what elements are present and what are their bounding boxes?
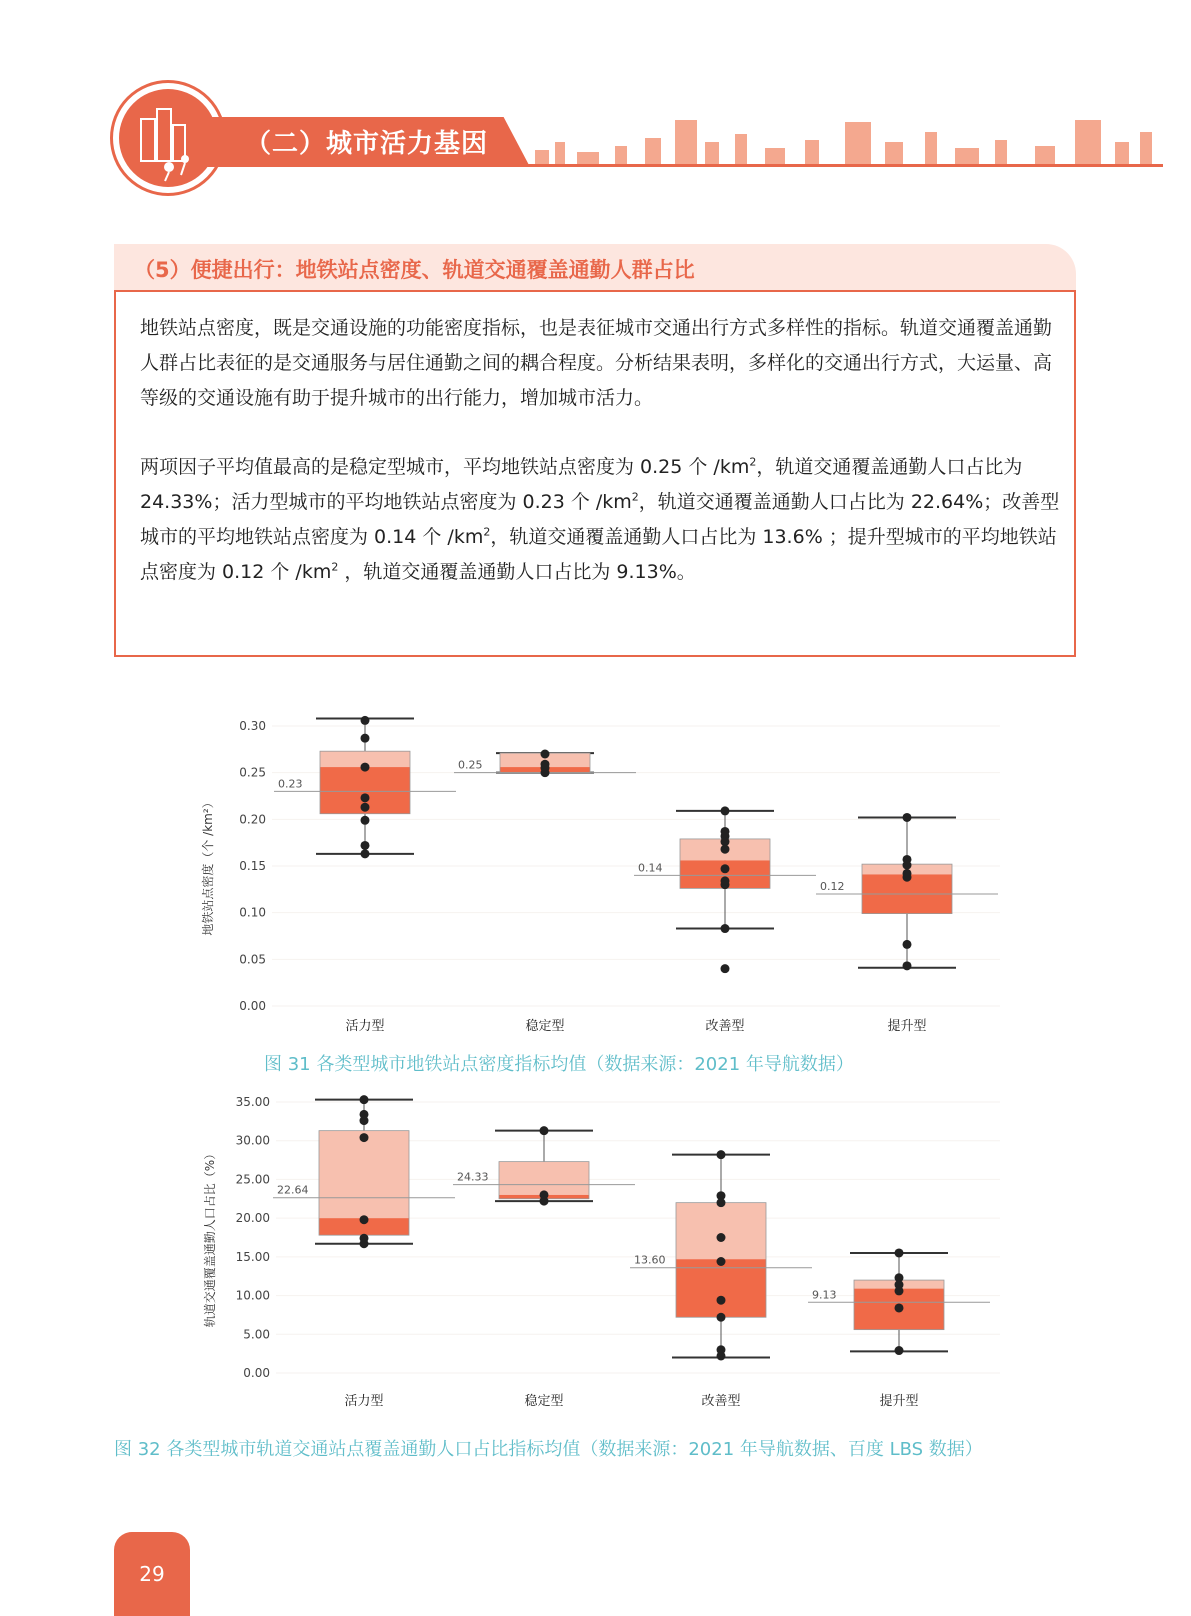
- data-point: [903, 873, 912, 882]
- data-point: [361, 763, 370, 772]
- box-upper-活力型: [319, 1131, 409, 1218]
- y-tick-label: 0.05: [239, 952, 266, 967]
- y-tick-label: 10.00: [235, 1288, 270, 1303]
- category-label: 稳定型: [525, 1019, 565, 1034]
- y-axis-label: 地铁站点密度（个 /km²）: [201, 796, 215, 936]
- data-point: [360, 1215, 369, 1224]
- data-point: [721, 880, 730, 889]
- data-point: [540, 1197, 549, 1206]
- data-point: [360, 1095, 369, 1104]
- data-point: [903, 861, 912, 870]
- chapter-title: （二）城市活力基因: [245, 129, 489, 159]
- y-tick-label: 25.00: [235, 1172, 270, 1187]
- data-point: [721, 845, 730, 854]
- category-label: 改善型: [705, 1019, 745, 1034]
- data-point: [721, 806, 730, 815]
- data-point: [541, 768, 550, 777]
- data-point: [361, 716, 370, 725]
- mean-label: 0.25: [458, 758, 483, 772]
- y-tick-label: 0.20: [239, 812, 266, 827]
- y-tick-label: 0.15: [239, 859, 266, 873]
- category-label: 活力型: [344, 1394, 384, 1409]
- data-point: [360, 1239, 369, 1248]
- y-tick-label: 30.00: [235, 1133, 270, 1148]
- mean-label: 22.64: [277, 1183, 309, 1197]
- y-tick-label: 0.30: [239, 719, 266, 733]
- data-point: [721, 964, 730, 973]
- y-tick-label: 5.00: [243, 1327, 270, 1342]
- y-tick-label: 0.00: [243, 1366, 270, 1380]
- data-point: [360, 1133, 369, 1142]
- data-point: [721, 924, 730, 933]
- subway-density-box-chart: [200, 705, 1020, 1045]
- figure-32-caption: 图 32 各类型城市轨道交通站点覆盖通勤人口占比指标均值（数据来源：2021 年导航数据、百度 LBS 数据）: [114, 1439, 983, 1460]
- data-point: [721, 864, 730, 873]
- category-label: 提升型: [879, 1394, 919, 1409]
- y-axis-label: 轨道交通覆盖通勤人口占比（%）: [203, 1147, 217, 1328]
- y-tick-label: 15.00: [235, 1249, 270, 1264]
- y-tick-label: 35.00: [235, 1095, 270, 1109]
- data-point: [895, 1346, 904, 1355]
- data-point: [895, 1248, 904, 1257]
- data-point: [717, 1257, 726, 1266]
- y-tick-label: 0.25: [239, 765, 266, 780]
- mean-label: 13.60: [634, 1253, 666, 1267]
- data-point: [717, 1233, 726, 1242]
- category-label: 稳定型: [524, 1394, 564, 1409]
- data-point: [361, 816, 370, 825]
- y-tick-label: 0.10: [239, 905, 266, 920]
- data-point: [361, 803, 370, 812]
- box-upper-改善型: [676, 1203, 766, 1260]
- skyline-decoration: [515, 112, 1165, 166]
- data-point: [903, 813, 912, 822]
- category-label: 活力型: [345, 1019, 385, 1034]
- data-point: [541, 750, 550, 759]
- data-point: [895, 1286, 904, 1295]
- data-point: [540, 1126, 549, 1135]
- y-tick-label: 20.00: [235, 1211, 270, 1226]
- data-point: [895, 1303, 904, 1312]
- page-number: 29: [139, 1562, 165, 1586]
- mean-label: 0.23: [278, 777, 303, 791]
- mean-label: 0.14: [638, 861, 663, 875]
- y-tick-label: 0.00: [239, 999, 266, 1013]
- data-point: [717, 1313, 726, 1322]
- data-point: [717, 1296, 726, 1305]
- paragraph-2: 两项因子平均值最高的是稳定型城市，平均地铁站点密度为 0.25 个 $/km^2$，轨道交通覆盖通勤人口占比为 24.33%；活力型城市的平均地铁站点密度为 0.23 个 $/km^2$，轨道交通覆盖通勤人口占比为 22.64%；改善型城市的平均地铁站点密度为 0.14 个 $/km^2$，轨道交通覆盖通勤人口占比为 13.6% ；提升型城市的平均地铁站点密度为 0.12 个 $/km^2$ ，轨道交通覆盖通勤人口占比为 9.13%。: [140, 455, 1060, 583]
- data-point: [717, 1198, 726, 1207]
- category-label: 提升型: [887, 1019, 927, 1034]
- rail-coverage-box-chart: [200, 1090, 1020, 1420]
- mean-label: 24.33: [457, 1170, 489, 1184]
- data-point: [717, 1351, 726, 1360]
- data-point: [361, 849, 370, 858]
- data-point: [360, 1116, 369, 1125]
- category-label: 改善型: [701, 1394, 741, 1409]
- mean-label: 0.12: [820, 880, 845, 893]
- section-title: （5）便捷出行：地铁站点密度、轨道交通覆盖通勤人群占比: [134, 258, 695, 282]
- box-upper-稳定型: [499, 1162, 589, 1195]
- paragraph-1: 地铁站点密度，既是交通设施的功能密度指标，也是表征城市交通出行方式多样性的指标。轨道交通覆盖通勤人群占比表征的是交通服务与居住通勤之间的耦合程度。分析结果表明，多样化的交通出行方式，大运量、高等级的交通设施有助于提升城市的出行能力，增加城市活力。: [140, 317, 1053, 409]
- data-point: [361, 793, 370, 802]
- data-point: [361, 734, 370, 743]
- data-point: [361, 841, 370, 850]
- chapter-underline: [515, 164, 1163, 167]
- data-point: [717, 1150, 726, 1159]
- data-point: [903, 961, 912, 970]
- mean-label: 9.13: [812, 1288, 837, 1302]
- figure-31-caption: 图 31 各类型城市地铁站点密度指标均值（数据来源：2021 年导航数据）: [264, 1054, 854, 1075]
- data-point: [903, 940, 912, 949]
